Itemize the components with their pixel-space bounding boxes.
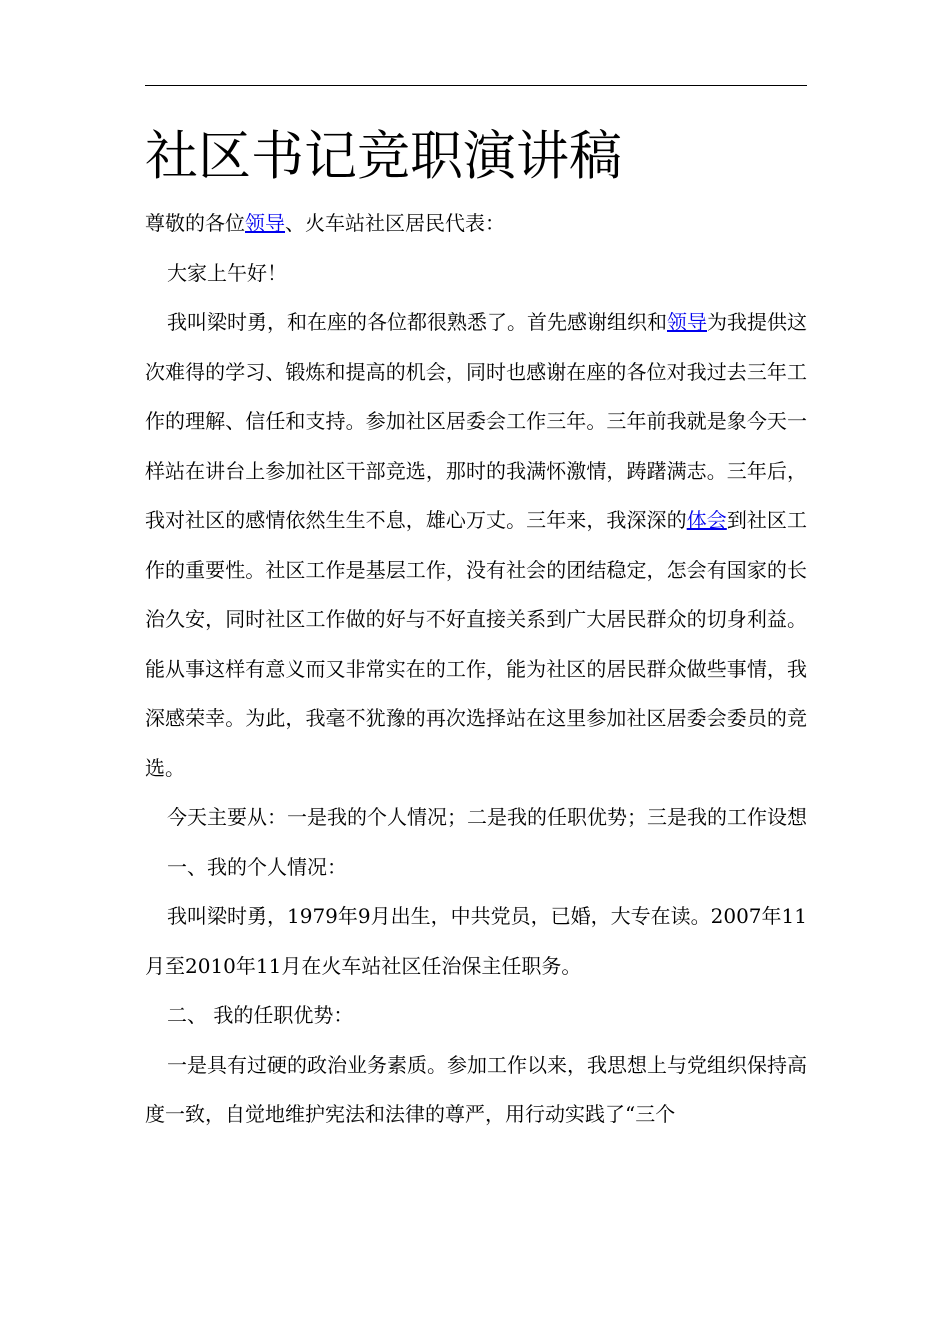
paragraph-advantages: 一是具有过硬的政治业务素质。参加工作以来，我思想上与党组织保持高度一致，自觉地维护宪法和法律的尊严，用行动实践了“三个	[145, 1052, 807, 1126]
salutation	[145, 199, 807, 249]
link-experience[interactable]: 体会	[686, 508, 727, 532]
document-title: 社区书记竞职演讲稿	[145, 126, 622, 187]
intro-text-before: 我叫梁时勇，和在座的各位都很熟悉了。首先感谢组织和	[167, 310, 667, 334]
salutation-text-before: 尊敬的各位	[145, 211, 245, 235]
paragraph-introduction	[145, 298, 807, 793]
section-heading-personal: 一、我的个人情况：	[167, 854, 347, 879]
paragraph-personal: 我叫梁时勇，1979年9月出生，中共党员，已婚，大专在读。2007年11月至2010年11月在火车站社区任治保主任职务。	[145, 904, 807, 978]
document-body	[145, 199, 807, 1140]
link-leaders[interactable]: 领导	[667, 310, 707, 334]
intro-text-middle: 为我提供这次难得的学习、锻炼和提高的机会，同时也感谢在座的各位对我过去三年工作的理解、信任和支持。参加社区居委会工作三年。三年前我就是象今天一样站在讲台上参加社区干部竞选，那时的我满怀激情，踌躇满志。三年后，我对社区的感情依然生生不息，雄心万丈。三年来，我深深的	[145, 310, 807, 532]
salutation-text-after: 、火车站社区居民代表：	[285, 211, 505, 235]
header-rule	[145, 85, 807, 86]
greeting: 大家上午好！	[167, 260, 287, 285]
section-heading-advantages: 二、 我的任职优势：	[167, 1003, 354, 1027]
intro-text-after: 到社区工作的重要性。社区工作是基层工作，没有社会的团结稳定，怎会有国家的长治久安，同时社区工作做的好与不好直接关系到广大居民群众的切身利益。能从事这样有意义而又非常实在的工作，能为社区的居民群众做些事情，我深感荣幸。为此，我毫不犹豫的再次选择站在这里参加社区居委会委员的竞选。	[145, 508, 807, 780]
link-leaders-salutation[interactable]: 领导	[245, 211, 285, 235]
paragraph-outline: 今天主要从：一是我的个人情况；二是我的任职优势；三是我的工作设想	[167, 805, 807, 829]
